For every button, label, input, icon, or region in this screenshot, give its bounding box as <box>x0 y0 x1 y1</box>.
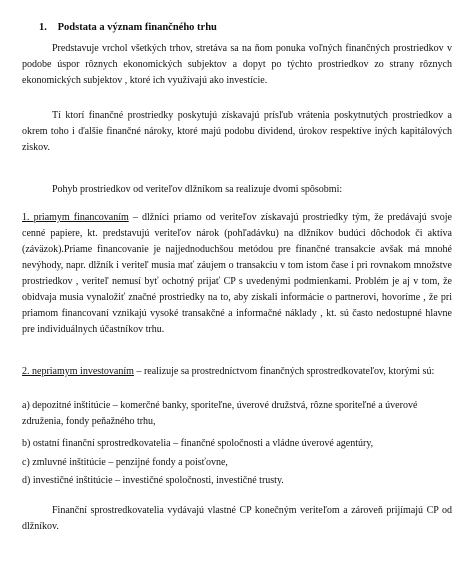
list-item: d) investičné inštitúcie – investičné spoločnosti, investičné trusty. <box>22 475 284 486</box>
direct-financing-term: 1. priamym financovaním <box>22 212 129 223</box>
section-title: Podstata a význam finančného trhu <box>57 22 217 33</box>
indirect-investing-term: 2. nepriamym investovaním <box>22 366 134 377</box>
paragraph-direct-financing <box>22 210 452 338</box>
paragraph-intro: Predstavuje vrchol všetkých trhov, stretáva sa na ňom ponuka voľných finančných prostriedkov v podobe úspor rôznych ekonomických subjektov a dopyt po týchto prostriedkov zo strany rôznych ekonomických subjektov , ktoré ich využívajú ako investície. <box>22 43 452 86</box>
section-number: 1. <box>39 22 47 33</box>
paragraph-lenders: Tí ktorí finančné prostriedky poskytujú získavajú prísľub vrátenia poskytnutých prostriedkov a okrem toho i ďalšie finančné nároky, ktoré majú podobu dividend, úrokov respektíve iných kapitálových ziskov. <box>22 110 452 153</box>
paragraph-indirect-investing <box>22 364 452 380</box>
section-heading <box>39 22 217 33</box>
list-item: a) depozitné inštitúcie – komerčné banky, sporiteľne, úverové družstvá, rôzne sporiteľné a úverové združenia, fondy peňažného trhu, <box>22 400 418 427</box>
list-item: b) ostatní finanční sprostredkovatelia – finančné spoločnosti a vládne úverové agentúry, <box>22 438 374 449</box>
list-item: c) zmluvné inštitúcie – penzijné fondy a poisťovne, <box>22 457 228 468</box>
indirect-investing-text: – realizuje sa prostredníctvom finančných sprostredkovateľov, ktorými sú: <box>133 366 435 377</box>
paragraph-methods: Pohyb prostriedkov od veriteľov dlžníkom sa realizuje dvomi spôsobmi: <box>52 184 343 195</box>
paragraph-intermediaries: Finanční sprostredkovatelia vydávajú vlastné CP konečným veriteľom a zároveň prijímajú CP od dlžníkov. <box>22 505 452 532</box>
direct-financing-text: – dlžníci priamo od veriteľov získavajú prostriedky tým, že predávajú svoje cenné papiere, kt. predstavujú veriteľov nárok (pohľadávku) na dlžníkov budúci dôchodok či aktíva (záväzok).Priame financovanie je najjednoduchšou metódou pre finančné transakcie avšak má mnohé nevýhody, napr. dlžník i veriteľ musia mať záujem o transakciu v tom istom čase i pri rovnakom množstve prostriedkov , veriteľ nemusí byť ochotný prijať CP s uvedenými podmienkami. Problém je aj v tom, že obidvaja musia vynaložiť značné prostriedky na to, aby získali informácie o partnerovi, hovoríme , že pri priamom financovaní vznikajú vysoké transakčné a informačné náklady , kt. sú často nedostupné hlavne pre individuálnych účastníkov trhu. <box>22 212 452 335</box>
